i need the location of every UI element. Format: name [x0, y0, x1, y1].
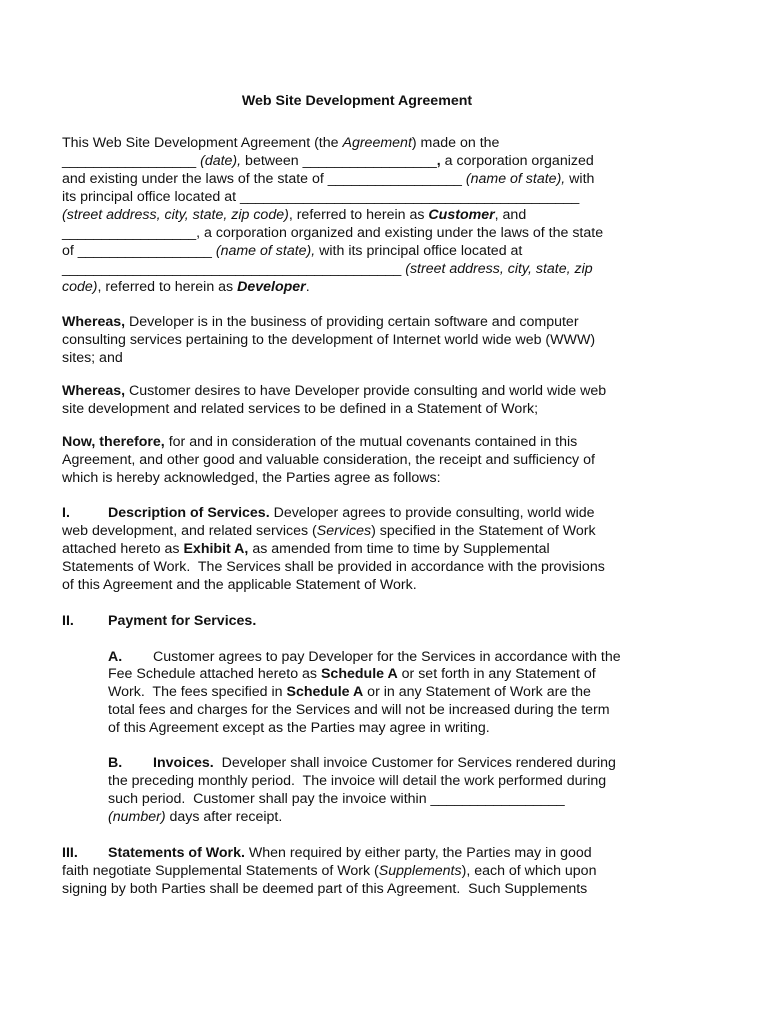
section2a-line-5: of this Agreement except as the Parties may agree in writing. — [108, 720, 490, 736]
section2b-line-2: the preceding monthly period. The invoice will detail the work performed during — [108, 773, 607, 789]
whereas1-line-2: consulting services pertaining to the development of Internet world wide web (WWW) — [62, 332, 596, 348]
section2a-line-1: A. Customer agrees to pay Developer for the Services in accordance with the — [108, 649, 621, 665]
section1-line-2: web development, and related services (Services) specified in the Statement of Work — [62, 523, 596, 539]
section2b-line-3: such period. Customer shall pay the invoice within _________________ — [108, 791, 565, 807]
intro-line-2: _________________ (date), between _________________, a corporation organized — [62, 153, 594, 169]
intro-line-7: of _________________ (name of state), with its principal office located at — [62, 243, 523, 259]
section1-line-1: I. Description of Services. Developer agrees to provide consulting, world wide — [62, 505, 595, 521]
section2-number: II. — [62, 613, 74, 629]
section3-number: III. — [62, 845, 78, 861]
section1-line-4: Statements of Work. The Services shall be provided in accordance with the provisions — [62, 559, 605, 575]
whereas1-line-3: sites; and — [62, 350, 123, 366]
intro-line-8: ___________________________________________ (street address, city, state, zip — [62, 261, 593, 277]
section2a-line-3: Work. The fees specified in Schedule A or in any Statement of Work are the — [108, 684, 591, 700]
section2a-line-2: Fee Schedule attached hereto as Schedule A or set forth in any Statement of — [108, 666, 596, 682]
section2b-line-4: (number) days after receipt. — [108, 809, 283, 825]
section1-line-5: of this Agreement and the applicable Statement of Work. — [62, 577, 417, 593]
section2a-number: A. — [108, 649, 123, 665]
now-therefore-line-3: which is hereby acknowledged, the Parties agree as follows: — [62, 470, 441, 486]
intro-line-3: and existing under the laws of the state of _________________ (name of state), with — [62, 171, 595, 187]
whereas2-line-1: Whereas, Customer desires to have Developer provide consulting and world wide web — [62, 383, 607, 399]
intro-line-9: code), referred to herein as Developer. — [62, 279, 310, 295]
section1-heading: Description of Services. — [108, 505, 270, 521]
section2b-number: B. — [108, 755, 123, 771]
section2-heading: Payment for Services. — [108, 613, 257, 629]
section1-number: I. — [62, 505, 70, 521]
customer-term: Customer — [428, 207, 495, 223]
section1-line-3: attached hereto as Exhibit A, as amended from time to time by Supplemental — [62, 541, 550, 557]
section2b-heading: Invoices. — [153, 755, 214, 771]
intro-line-1: This Web Site Development Agreement (the Agreement) made on the — [62, 135, 500, 151]
whereas1-line-1: Whereas, Developer is in the business of providing certain software and computer — [62, 314, 579, 330]
section3-line-3: signing by both Parties shall be deemed part of this Agreement. Such Supplements — [62, 881, 588, 897]
section3-line-1: III. Statements of Work. When required by either party, the Parties may in good — [62, 845, 592, 861]
now-therefore-line-2: Agreement, and other good and valuable consideration, the receipt and sufficiency of — [62, 452, 595, 468]
section3-line-2: faith negotiate Supplemental Statements of Work (Supplements), each of which upon — [62, 863, 597, 879]
document-title: Web Site Development Agreement — [241, 93, 473, 109]
intro-line-5: (street address, city, state, zip code), referred to herein as Customer, and — [62, 207, 527, 223]
intro-line-4: its principal office located at ___________________________________________ — [62, 189, 580, 205]
intro-line-6: _________________, a corporation organized and existing under the laws of the state — [62, 225, 604, 241]
section2a-line-4: total fees and charges for the Services and will not be increased during the term — [108, 702, 610, 718]
section3-heading: Statements of Work. — [108, 845, 245, 861]
whereas2-line-2: site development and related services to be defined in a Statement of Work; — [62, 401, 539, 417]
now-therefore-line-1: Now, therefore, for and in consideration of the mutual covenants contained in this — [62, 434, 578, 450]
section2-line-1 — [62, 612, 256, 630]
developer-term: Developer — [237, 279, 306, 295]
section2b-line-1: B. Invoices. Developer shall invoice Customer for Services rendered during — [108, 755, 616, 771]
